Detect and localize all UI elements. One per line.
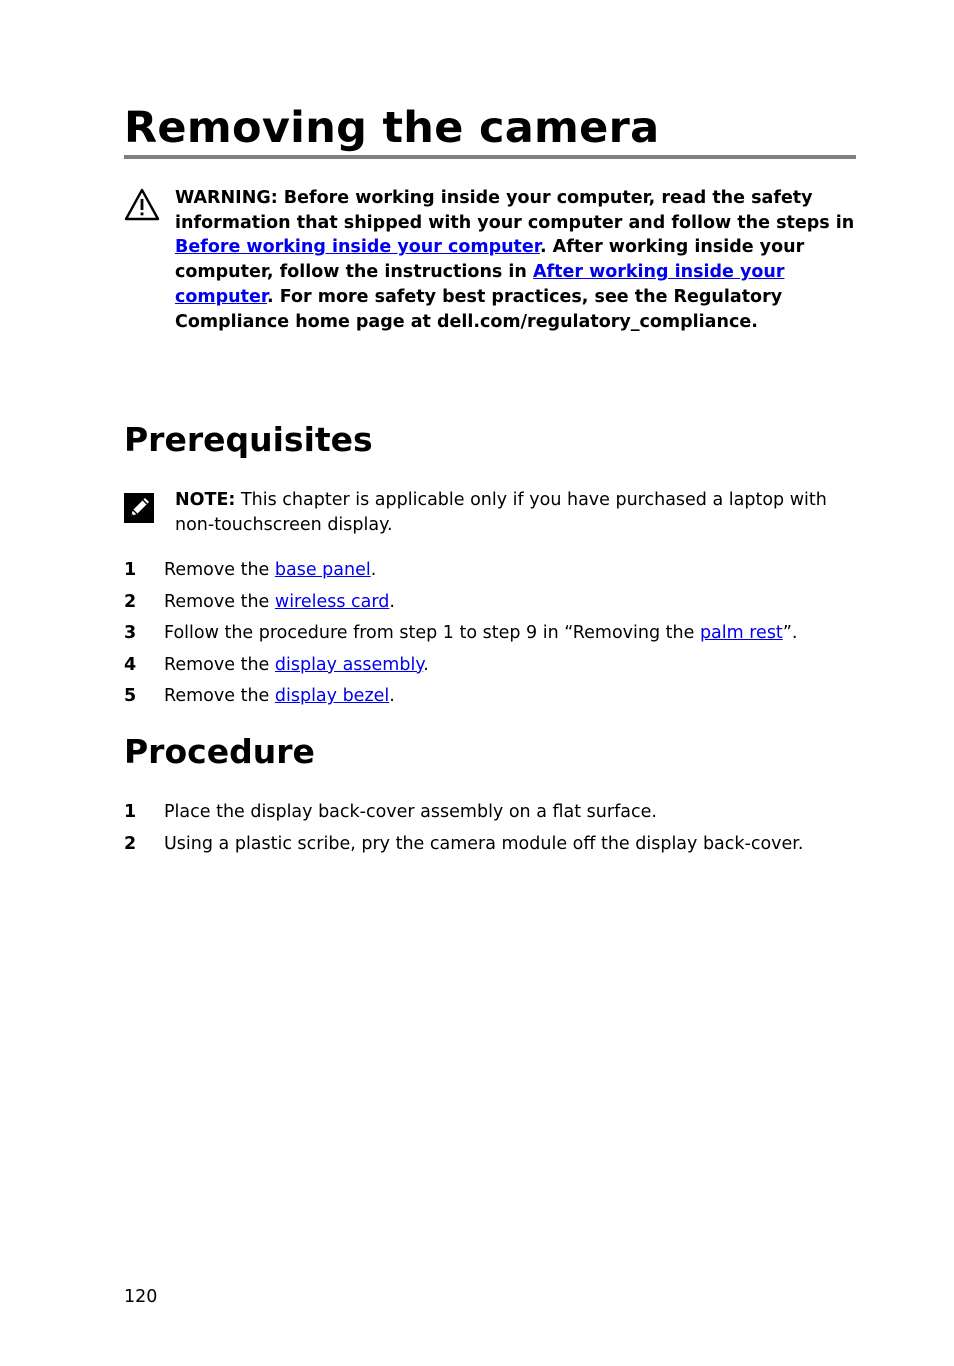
step-text-part: Remove the (164, 560, 275, 580)
step-number: 2 (124, 591, 137, 612)
step-number: 5 (124, 686, 137, 707)
step-text-part: ”. (782, 623, 798, 644)
step-text: Using a plastic scribe, pry the camera module off the display back-cover. (164, 833, 804, 854)
display-bezel-link[interactable]: display bezel (274, 686, 390, 707)
page-title: Removing the camera (124, 103, 660, 153)
warning-text-part: . For more safety best practices, see the Regulatory Compliance home page at dell.com/regulatory_compliance. (175, 286, 783, 332)
list-item (124, 684, 864, 716)
list-item (124, 800, 864, 832)
title-divider (124, 155, 856, 159)
step-text (164, 653, 429, 678)
note-label: NOTE: (175, 490, 236, 510)
note-text: This chapter is applicable only if you have purchased a laptop with non-touchscreen display. (175, 490, 827, 535)
display-assembly-link[interactable]: display assembly (274, 654, 424, 675)
warning-triangle-icon (124, 188, 160, 222)
step-text (164, 558, 376, 583)
note-message (175, 488, 865, 538)
warning-text-part: . After working inside your computer, follow the instructions in (175, 237, 805, 283)
note-pencil-icon (124, 493, 154, 523)
page-number: 120 (124, 1287, 158, 1307)
prerequisites-list (124, 558, 864, 716)
step-text-part: Remove the (164, 591, 275, 612)
step-text-part: Remove the (164, 686, 275, 707)
base-panel-link[interactable]: base panel (274, 560, 371, 580)
step-text-part: Remove the (164, 654, 275, 675)
list-item (124, 558, 864, 590)
procedure-heading: Procedure (124, 732, 315, 771)
list-item (124, 590, 864, 622)
step-text-part: . (370, 560, 377, 580)
step-text-part: . (389, 686, 395, 707)
step-number: 1 (124, 560, 137, 580)
procedure-list (124, 800, 864, 863)
step-number: 4 (124, 654, 137, 675)
step-text-part: . (389, 591, 395, 612)
after-working-link[interactable]: After working inside your computer (175, 262, 785, 307)
step-text-part: Follow the procedure from step 1 to step 9 in “Removing the (164, 623, 700, 644)
step-number: 2 (124, 833, 137, 854)
step-text (164, 621, 797, 646)
step-text (164, 684, 395, 709)
step-text (164, 590, 395, 615)
list-item (124, 653, 864, 685)
step-number: 3 (124, 623, 137, 644)
warning-text-part: WARNING: Before working inside your computer, read the safety information that shipped with your computer and follow the steps in (175, 188, 855, 233)
warning-message (175, 186, 865, 334)
before-working-link[interactable]: Before working inside your computer (175, 237, 540, 258)
wireless-card-link[interactable]: wireless card (274, 591, 390, 612)
list-item (124, 832, 864, 864)
step-text: Place the display back-cover assembly on a flat surface. (164, 802, 657, 822)
palm-rest-link[interactable]: palm rest (699, 623, 783, 644)
list-item (124, 621, 864, 653)
step-number: 1 (124, 802, 137, 822)
step-text-part: . (423, 654, 429, 675)
prerequisites-heading: Prerequisites (124, 420, 373, 459)
